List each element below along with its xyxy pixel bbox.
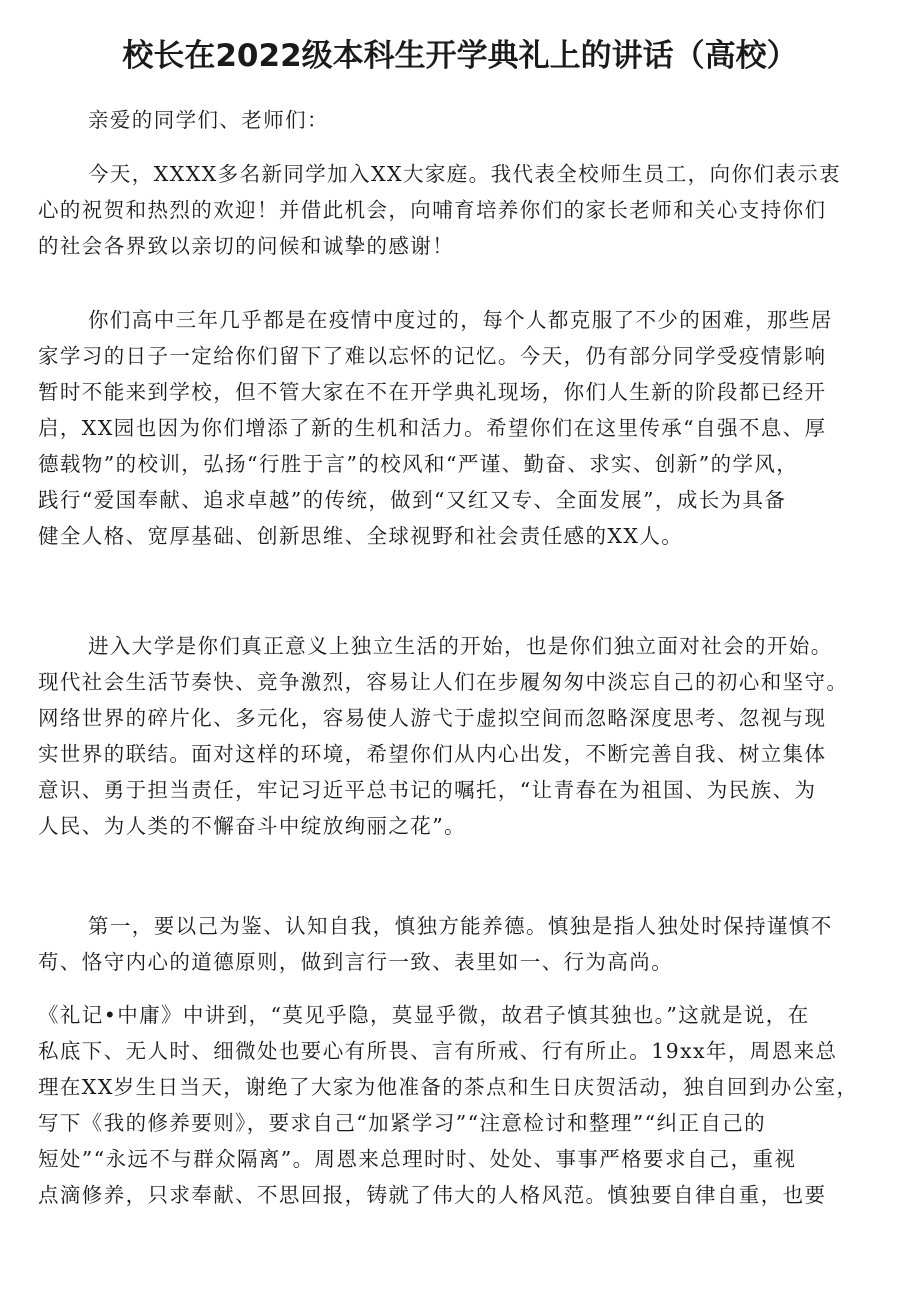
paragraph-line: 私底下、无人时、细微处也要心有所畏、言有所戒、行有所止。19xx年，周恩来总 [38, 1039, 838, 1063]
paragraph-line: 现代社会生活节奏快、竞争激烈，容易让人们在步履匆匆中淡忘自己的初心和坚守。 [38, 670, 849, 694]
paragraph-line: 苟、恪守内心的道德原则，做到言行一致、表里如一、行为高尚。 [38, 950, 674, 974]
paragraph-line: 德载物”的校训，弘扬“行胜于言”的校风和“严谨、勤奋、求实、创新”的学风， [38, 452, 799, 476]
salutation [38, 102, 884, 138]
paragraph-line: 第一，要以己为鉴、认知自我，慎独方能养德。慎独是指人独处时保持谨慎不 [88, 914, 833, 938]
paragraph-line: 人民、为人类的不懈奋斗中绽放绚丽之花”。 [38, 814, 466, 838]
paragraph-welcome [38, 156, 884, 264]
paragraph-high-school [38, 302, 884, 554]
page-title: 校长在2022级本科生开学典礼上的讲话（高校） [122, 38, 798, 74]
paragraph-first-point [38, 908, 884, 980]
paragraph-line: 健全人格、宽厚基础、创新思维、全球视野和社会责任感的XX人。 [38, 524, 684, 548]
salutation-line: 亲爱的同学们、老师们： [88, 108, 329, 132]
paragraph-liji-quote [38, 997, 884, 1213]
paragraph-line: 短处”“永远不与群众隔离”。周恩来总理时时、处处、事事严格要求自己，重视 [38, 1147, 797, 1171]
paragraph-line: 的社会各界致以亲切的问候和诚挚的感谢！ [38, 234, 455, 258]
paragraph-line: 理在XX岁生日当天，谢绝了大家为他准备的茶点和生日庆贺活动，独自回到办公室， [38, 1075, 859, 1099]
paragraph-line: 践行“爱国奉献、追求卓越”的传统，做到“又红又专、全面发展”，成长为具备 [38, 488, 787, 512]
paragraph-line: 你们高中三年几乎都是在疫情中度过的，每个人都克服了不少的困难，那些居 [88, 308, 833, 332]
paragraph-line: 《礼记•中庸》中讲到，“莫见乎隐，莫显乎微，故君子慎其独也。”这就是说，在 [38, 1003, 810, 1027]
paragraph-line: 启，XX园也因为你们增添了新的生机和活力。希望你们在这里传承“自强不息、厚 [38, 416, 827, 440]
paragraph-line: 意识、勇于担当责任，牢记习近平总书记的嘱托，“让青春在为祖国、为民族、为 [38, 778, 817, 802]
paragraph-line: 家学习的日子一定给你们留下了难以忘怀的记忆。今天，仍有部分同学受疫情影响 [38, 344, 827, 368]
paragraph-line: 心的祝贺和热烈的欢迎！并借此机会，向哺育培养你们的家长老师和关心支持你们 [38, 198, 827, 222]
paragraph-line: 进入大学是你们真正意义上独立生活的开始，也是你们独立面对社会的开始。 [88, 634, 833, 658]
paragraph-line: 今天，XXXX多名新同学加入XX大家庭。我代表全校师生员工，向你们表示衷 [88, 162, 841, 186]
paragraph-line: 暂时不能来到学校，但不管大家在不在开学典礼现场，你们人生新的阶段都已经开 [38, 380, 827, 404]
paragraph-line: 点滴修养，只求奉献、不思回报，铸就了伟大的人格风范。慎独要自律自重，也要 [38, 1183, 827, 1207]
paragraph-line: 网络世界的碎片化、多元化，容易使人游弋于虚拟空间而忽略深度思考、忽视与现 [38, 706, 827, 730]
paragraph-line: 写下《我的修养要则》，要求自己“加紧学习”“注意检讨和整理”“纠正自己的 [38, 1111, 767, 1135]
paragraph-university-life [38, 628, 884, 844]
paragraph-line: 实世界的联结。面对这样的环境，希望你们从内心出发，不断完善自我、树立集体 [38, 742, 827, 766]
